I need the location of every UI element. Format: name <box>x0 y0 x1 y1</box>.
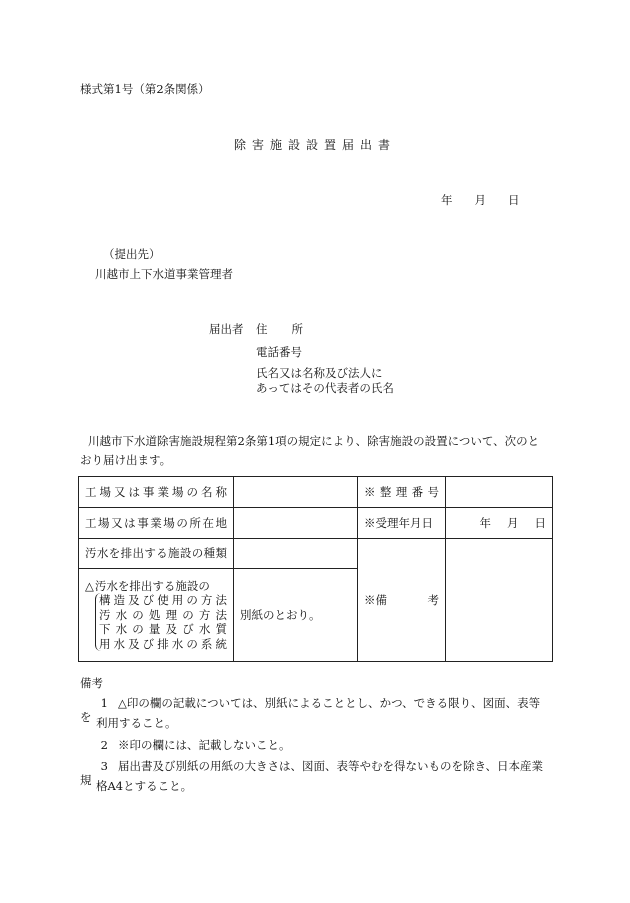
addressee-label: （提出先） <box>103 247 161 261</box>
factory-location-label: 工場又は事業場の所在地 <box>79 508 234 539</box>
structure-item: 構造及び使用の方法 <box>99 593 227 608</box>
triangle-mark: △ <box>85 579 94 594</box>
received-day-label: 日 <box>534 515 546 530</box>
remarks-cell <box>446 539 553 662</box>
submission-date <box>441 193 520 207</box>
remarks-label-a: ※備 <box>364 592 387 607</box>
structure-item: 用水及び排水の系統 <box>99 636 227 651</box>
structure-item: 下水の量及び水質 <box>99 622 227 637</box>
received-month-label: 月 <box>507 515 519 530</box>
note-number: 2 <box>100 738 108 752</box>
facility-type-cell[interactable] <box>234 539 358 569</box>
received-year-label: 年 <box>479 515 491 530</box>
addressee-name: 川越市上下水道事業管理者 <box>95 267 233 281</box>
note-number: 1 <box>100 696 108 710</box>
remarks-label-b: 考 <box>427 592 439 607</box>
document-title: 除害施設設置届出書 <box>233 138 396 152</box>
structure-lead-label: 汚水を排出する施設の <box>94 579 210 594</box>
submitter-name-label-1: 氏名又は名称及び法人に <box>256 366 383 380</box>
table-row <box>79 508 553 539</box>
facility-form-table <box>78 476 553 662</box>
received-date-label: ※受理年月日 <box>358 508 446 539</box>
structure-label-cell <box>79 569 234 662</box>
note-text: 届出書及び別紙の用紙の大きさは、図面、表等やむを得ないものを除き、日本産業規 <box>80 759 544 788</box>
note-number: 3 <box>100 759 108 773</box>
reference-number-cell <box>446 477 553 508</box>
facility-type-label: 汚水を排出する施設の種類 <box>79 539 234 569</box>
factory-name-label: 工場又は事業場の名称 <box>79 477 234 508</box>
structure-item: 汚水の処理の方法 <box>99 607 227 622</box>
remarks-label-cell <box>358 539 446 662</box>
factory-location-cell[interactable] <box>234 508 358 539</box>
note-text: ※印の欄には、記載しないこと。 <box>118 738 291 752</box>
received-date-cell <box>446 508 553 539</box>
address-label-a: 住 <box>256 322 268 336</box>
factory-name-cell[interactable] <box>234 477 358 508</box>
note-item-2 <box>80 738 550 752</box>
submitter-phone-label: 電話番号 <box>256 345 302 359</box>
date-month-label: 月 <box>474 193 486 207</box>
date-day-label: 日 <box>508 193 520 207</box>
date-year-label: 年 <box>441 193 453 207</box>
note-item-1-continued: 利用すること。 <box>96 716 177 730</box>
form-number: 様式第1号（第2条関係） <box>80 82 210 96</box>
note-item-3-continued: 格A4とすること。 <box>96 779 193 793</box>
table-row <box>79 477 553 508</box>
intro-text-line2: おり届け出ます。 <box>80 453 172 467</box>
intro-text-line1: 川越市下水道除害施設規程第2条第1項の規定により、除害施設の設置について、次のと <box>88 434 540 448</box>
table-row <box>79 539 553 569</box>
note-text: △印の欄の記載については、別紙によることとし、かつ、できる限り、図面、表等を <box>80 696 541 725</box>
submitter-address-label <box>256 322 303 336</box>
submitter-label: 届出者 <box>209 322 244 336</box>
structure-items-bracket <box>95 593 227 651</box>
separate-sheet-cell: 別紙のとおり。 <box>234 569 358 662</box>
notes-heading: 備考 <box>80 676 103 690</box>
reference-number-label: ※整理番号 <box>358 477 446 508</box>
address-label-b: 所 <box>291 322 303 336</box>
submitter-name-label-2: あってはその代表者の氏名 <box>256 381 394 395</box>
